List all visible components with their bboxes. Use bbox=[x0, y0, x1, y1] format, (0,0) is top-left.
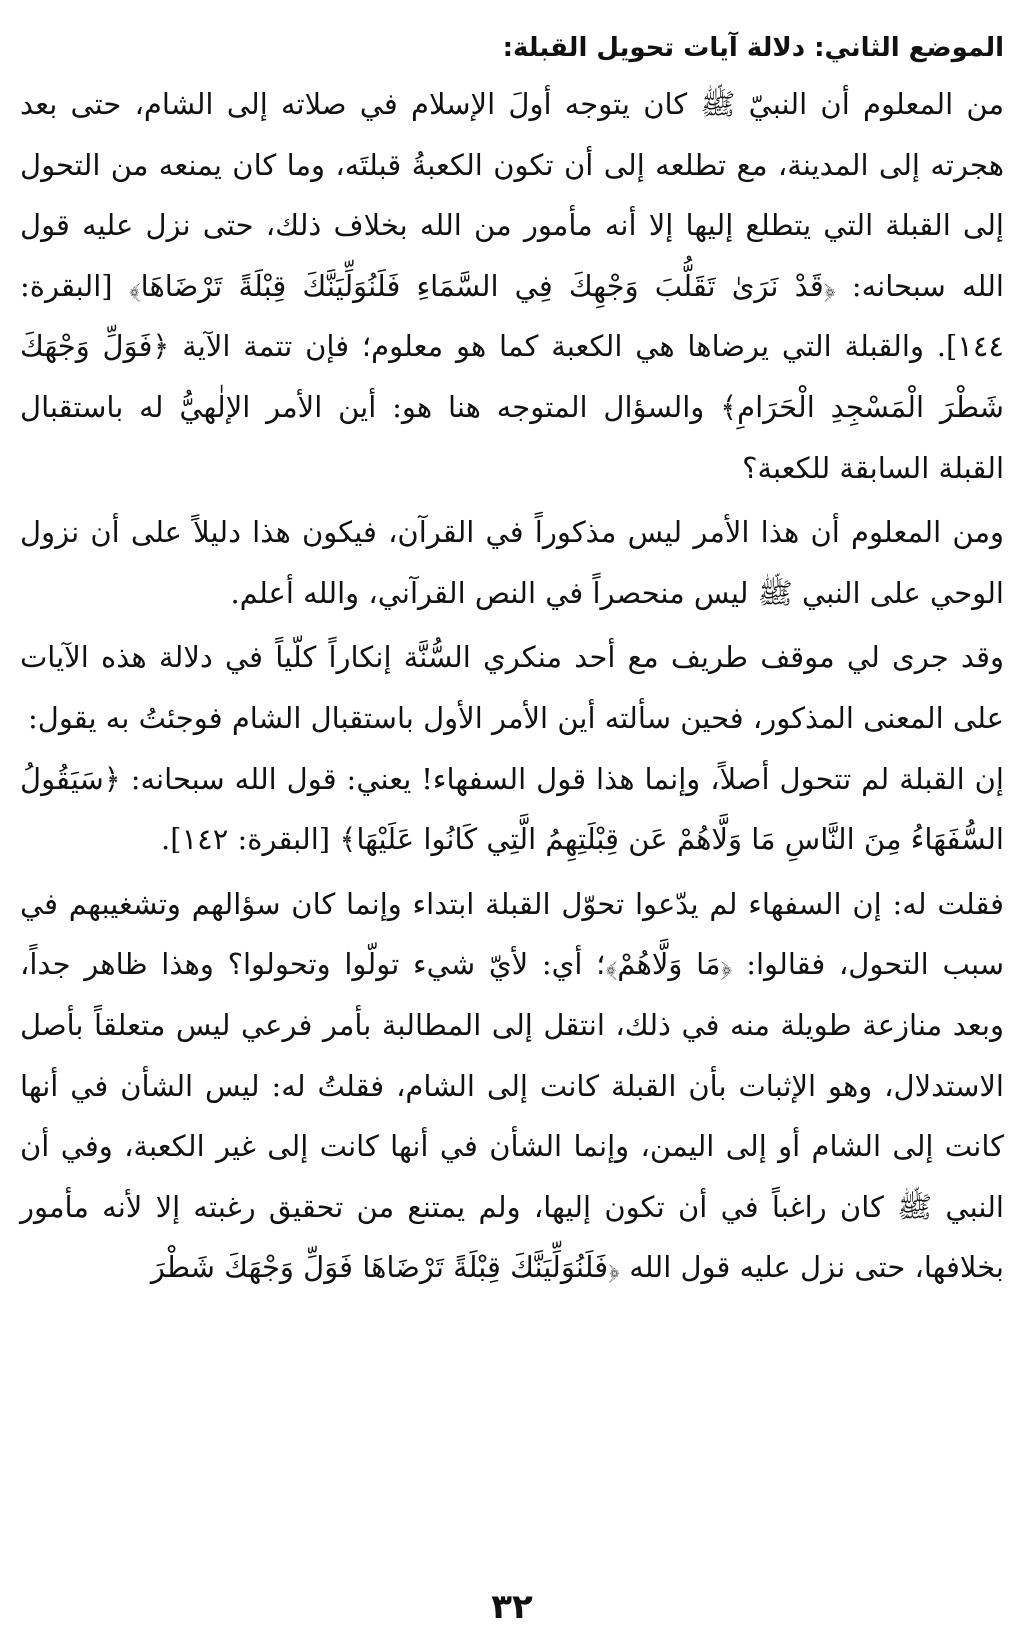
page-number: ٣٢ bbox=[491, 1587, 533, 1627]
paragraph-denier-claim: إن القبلة لم تتحول أصلاً، وإنما هذا قول السفهاء! يعني: قول الله سبحانه: ﴿سَيَقُولُ السُّفَهَاءُ مِنَ النَّاسِ مَا وَلَّاهُمْ عَن قِبْلَتِهِمُ الَّتِي كَانُوا عَلَيْهَا﴾ [البقرة: ١٤٢]. bbox=[20, 761, 1004, 857]
paragraph-reply: فقلت له: إن السفهاء لم يدّعوا تحوّل القبلة ابتداء وإنما كان سؤالهم وتشغيبهم في سبب التحول، فقالوا: ﴿مَا وَلَّاهُمْ﴾؛ أي: لأيّ شيء تولّوا وتحولوا؟ وهذا ظاهر جداً، وبعد منازعة طويلة منه في ذلك، انتقل إلى المطالبة بأمر فرعي ليس متعلقاً بأصل الاستدلال، وهو الإثبات بأن القبلة كانت إلى الشام، فقلتُ له: ليس الشأن في أنها كانت إلى الشام أو إلى اليمن، وإنما الشأن في أنها كانت إلى غير الكعبة، وفي أن النبي ﷺ كان راغباً في أن تكون إليها، ولم يمتنع من تحقيق رغبته إلا لأنه مأمور بخلافها، حتى نزل عليه قول الله ﴿فَلَنُوَلِّيَنَّكَ قِبْلَةً تَرْضَاهَا فَوَلِّ وَجْهَكَ شَطْرَ bbox=[20, 886, 1004, 1285]
paragraph-revelation-note: ومن المعلوم أن هذا الأمر ليس مذكوراً في القرآن، فيكون هذا دليلاً على أن نزول الوحي على النبي ﷺ ليس منحصراً في النص القرآني، والله أعلم. bbox=[20, 515, 1004, 610]
paragraph-anecdote: وقد جرى لي موقف طريف مع أحد منكري السُّنَّة إنكاراً كلّياً في دلالة هذه الآيات على المعنى المذكور، فحين سألته أين الأمر الأول باستقبال الشام فوجئتُ به يقول: bbox=[20, 640, 1004, 735]
paragraph-qibla-intro: من المعلوم أن النبيّ ﷺ كان يتوجه أولَ الإسلام في صلاته إلى الشام، حتى بعد هجرته إلى المدينة، مع تطلعه إلى أن تكون الكعبةُ قبلتَه، وما كان يمنعه من التحول إلى القبلة التي يتطلع إليها إلا أنه مأمور من الله بخلاف ذلك، حتى نزل عليه قول الله سبحانه: ﴿قَدْ نَرَىٰ تَقَلُّبَ وَجْهِكَ فِي السَّمَاءِ فَلَنُوَلِّيَنَّكَ قِبْلَةً تَرْضَاهَا﴾ [البقرة: ١٤٤]. والقبلة التي يرضاها هي الكعبة كما هو معلوم؛ فإن تتمة الآية ﴿فَوَلِّ وَجْهَكَ شَطْرَ الْمَسْجِدِ الْحَرَامِ﴾ والسؤال المتوجه هنا هو: أين الأمر الإلٰهيُّ له باستقبال القبلة السابقة للكعبة؟ bbox=[20, 87, 1004, 485]
section-heading: الموضع الثاني: دلالة آيات تحويل القبلة: bbox=[502, 33, 1004, 63]
